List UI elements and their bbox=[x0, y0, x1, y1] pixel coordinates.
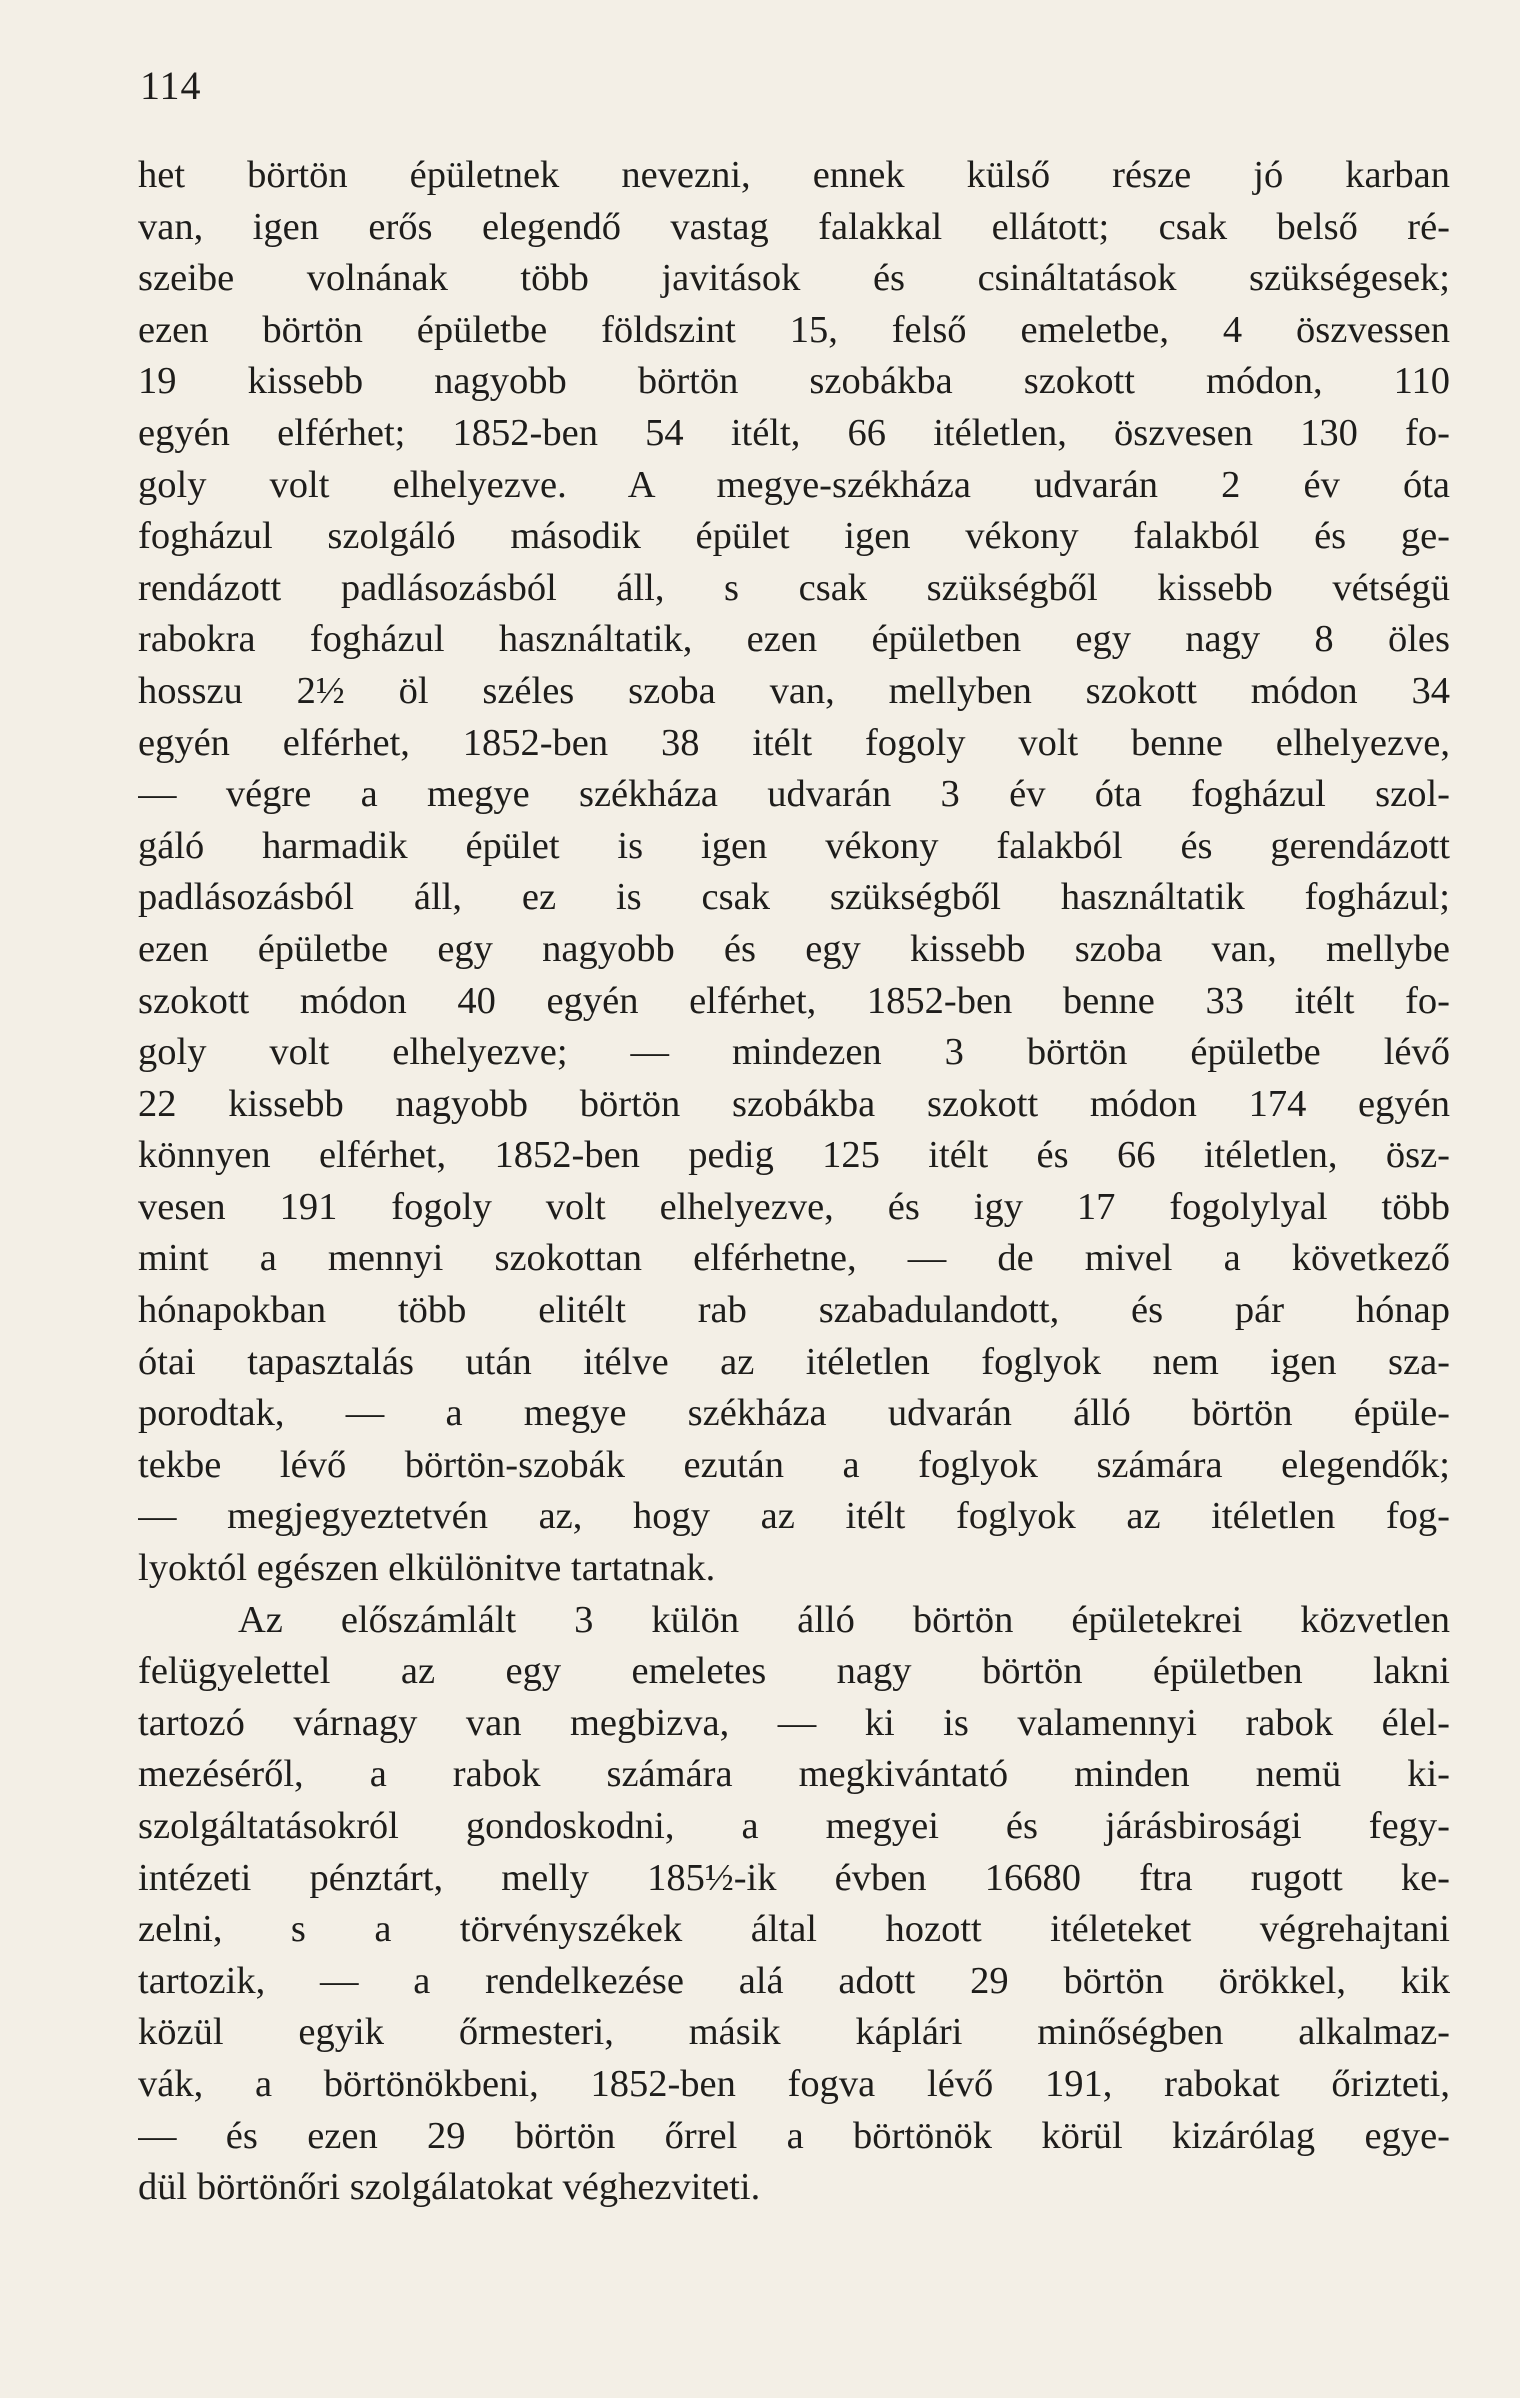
text-line: gáló harmadik épület is igen vékony falakból és gerendázott bbox=[138, 824, 1450, 867]
text-line: egyén elférhet, 1852-ben 38 itélt fogoly volt benne elhelyezve, bbox=[138, 721, 1450, 764]
text-line: goly volt elhelyezve; — mindezen 3 börtön épületbe lévő bbox=[138, 1031, 1450, 1074]
text-line: felügyelettel az egy emeletes nagy börtön épületben lakni bbox=[138, 1650, 1450, 1693]
text-line: tartozó várnagy van megbizva, — ki is valamennyi rabok élel- bbox=[138, 1701, 1450, 1744]
body-text bbox=[138, 150, 1450, 2214]
text-line: rendázott padlásozásból áll, s csak szükségből kissebb vétségü bbox=[138, 566, 1450, 609]
text-line: könnyen elférhet, 1852-ben pedig 125 itélt és 66 itéletlen, ösz- bbox=[138, 1134, 1450, 1177]
text-line: 19 kissebb nagyobb börtön szobákba szokott módon, 110 bbox=[138, 360, 1450, 403]
page-number: 114 bbox=[140, 63, 202, 108]
text-line: ezen börtön épületbe földszint 15, felső emeletbe, 4 öszvessen bbox=[138, 308, 1450, 351]
text-line: fogházul szolgáló második épület igen vékony falakból és ge- bbox=[138, 515, 1450, 558]
text-line: ótai tapasztalás után itélve az itéletlen foglyok nem igen sza- bbox=[138, 1340, 1450, 1383]
text-line: tartozik, — a rendelkezése alá adott 29 börtön örökkel, kik bbox=[138, 1959, 1450, 2002]
text-line: padlásozásból áll, ez is csak szükségből használtatik fogházul; bbox=[138, 876, 1450, 919]
paragraph-end-line: lyoktól egészen elkülönitve tartatnak. bbox=[138, 1547, 716, 1590]
text-line: szolgáltatásokról gondoskodni, a megyei és járásbirosági fegy- bbox=[138, 1805, 1450, 1847]
text-line: vesen 191 fogoly volt elhelyezve, és igy 17 fogolylyal több bbox=[138, 1185, 1450, 1228]
text-line: mezéséről, a rabok számára megkivántató minden nemü ki- bbox=[138, 1753, 1450, 1796]
text-line: szeibe volnának több javitások és csináltatások szükségesek; bbox=[138, 257, 1450, 300]
text-line: intézeti pénztárt, melly 185½-ik évben 16680 ftra rugott ke- bbox=[138, 1856, 1450, 1899]
text-line: — megjegyeztetvén az, hogy az itélt foglyok az itéletlen fog- bbox=[138, 1495, 1450, 1538]
text-line: rabokra fogházul használtatik, ezen épületben egy nagy 8 öles bbox=[138, 618, 1450, 661]
paragraph-end-line: dül börtönőri szolgálatokat véghezviteti. bbox=[138, 2166, 761, 2209]
text-line: tekbe lévő börtön-szobák ezután a foglyok számára elegendők; bbox=[138, 1443, 1450, 1486]
text-line: — és ezen 29 börtön őrrel a börtönök körül kizárólag egye- bbox=[138, 2114, 1450, 2157]
paragraph-start-line: Az előszámlált 3 külön álló börtön épületekrei közvetlen bbox=[238, 1598, 1450, 1641]
text-line: ezen épületbe egy nagyobb és egy kissebb szoba van, mellybe bbox=[138, 927, 1450, 970]
text-line: goly volt elhelyezve. A megye-székháza udvarán 2 év óta bbox=[138, 463, 1450, 506]
text-line: mint a mennyi szokottan elférhetne, — de mivel a következő bbox=[138, 1237, 1450, 1280]
text-line: vák, a börtönökbeni, 1852-ben fogva lévő 191, rabokat őrizteti, bbox=[138, 2062, 1450, 2105]
text-line: hónapokban több elitélt rab szabadulandott, és pár hónap bbox=[138, 1289, 1450, 1332]
text-line: hosszu 2½ öl széles szoba van, mellyben szokott módon 34 bbox=[138, 669, 1450, 712]
text-line: porodtak, — a megye székháza udvarán álló börtön épüle- bbox=[138, 1392, 1450, 1435]
text-line: 22 kissebb nagyobb börtön szobákba szokott módon 174 egyén bbox=[138, 1082, 1450, 1125]
text-line: — végre a megye székháza udvarán 3 év óta fogházul szol- bbox=[138, 773, 1450, 816]
text-line: van, igen erős elegendő vastag falakkal ellátott; csak belső ré- bbox=[138, 205, 1450, 248]
text-line: közül egyik őrmesteri, másik káplári minőségben alkalmaz- bbox=[138, 2011, 1450, 2054]
text-line: het börtön épületnek nevezni, ennek külső része jó karban bbox=[138, 154, 1450, 196]
text-line: szokott módon 40 egyén elférhet, 1852-ben benne 33 itélt fo- bbox=[138, 979, 1450, 1022]
text-line: egyén elférhet; 1852-ben 54 itélt, 66 itéletlen, öszvesen 130 fo- bbox=[138, 411, 1450, 454]
text-line: zelni, s a törvényszékek által hozott itéleteket végrehajtani bbox=[138, 1908, 1450, 1951]
